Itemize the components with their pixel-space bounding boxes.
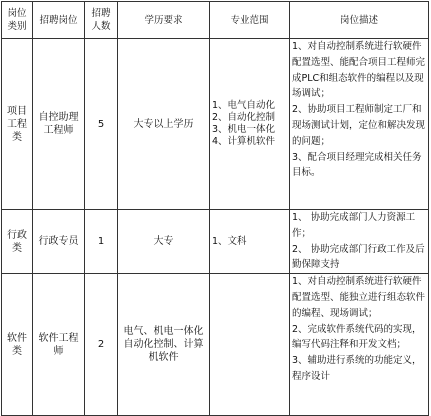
header-row xyxy=(2,2,429,39)
cell-education: 电气、机电一体化自动化控制、计算机软件 xyxy=(118,274,210,416)
header-position: 招聘岗位 xyxy=(33,2,85,39)
cell-count: 2 xyxy=(85,274,118,416)
cell-position: 自控助理工程师 xyxy=(33,39,85,210)
header-education: 学历要求 xyxy=(118,2,210,39)
cell-education: 大专以上学历 xyxy=(118,39,210,210)
header-count: 招聘人数 xyxy=(85,2,118,39)
cell-category: 行政类 xyxy=(2,210,33,274)
major-item: 1、电气自动化 xyxy=(212,100,276,111)
major-item: 2、自动化控制 xyxy=(212,112,276,123)
recruitment-table xyxy=(1,1,429,416)
description-item: 2、 协助完成部门行政工作及后勤保障支持 xyxy=(292,243,425,271)
description-item: 3、配合项目经理完成相关任务目标。 xyxy=(292,151,422,179)
table-row xyxy=(2,274,429,416)
description-item: 3、辅助进行系统的功能定义，程序设计 xyxy=(292,355,422,382)
header-description: 岗位描述 xyxy=(290,2,429,39)
description-item: 1、对自动控制系统进行软硬件配置选型、能配合项目工程师完成PLC和组态软件的编程以及现场调试； xyxy=(292,41,426,100)
cell-count: 1 xyxy=(85,210,118,274)
cell-education: 大专 xyxy=(118,210,210,274)
table-row xyxy=(2,39,429,210)
cell-count: 5 xyxy=(85,39,118,210)
cell-description xyxy=(290,274,429,416)
cell-major xyxy=(210,274,290,416)
description-item: 2、协助项目工程师制定工厂和现场测试计划，定位和解决发现的问题； xyxy=(292,104,426,147)
major-item: 1、文科 xyxy=(212,235,247,247)
cell-position: 软件工程师 xyxy=(33,274,85,416)
cell-major xyxy=(210,210,290,274)
description-item: 1、 协助完成部门人力资源工作； xyxy=(292,212,416,239)
cell-major xyxy=(210,39,290,210)
major-item: 4、计算机软件 xyxy=(212,136,276,147)
cell-category: 项目工程类 xyxy=(2,39,33,210)
description-item: 1、对自动控制系统进行软硬件配置选型、能独立进行组态软件的编程、现场调试； xyxy=(292,276,426,319)
cell-description xyxy=(290,39,429,210)
header-major: 专业范围 xyxy=(210,2,290,39)
header-category: 岗位类别 xyxy=(2,2,33,39)
major-item: 3、机电一体化 xyxy=(212,124,276,135)
cell-description xyxy=(290,210,429,274)
description-item: 2、完成软件系统代码的实现，编写代码注释和开发文档； xyxy=(292,323,422,351)
cell-position: 行政专员 xyxy=(33,210,85,274)
table-row xyxy=(2,210,429,274)
cell-category: 软件类 xyxy=(2,274,33,416)
